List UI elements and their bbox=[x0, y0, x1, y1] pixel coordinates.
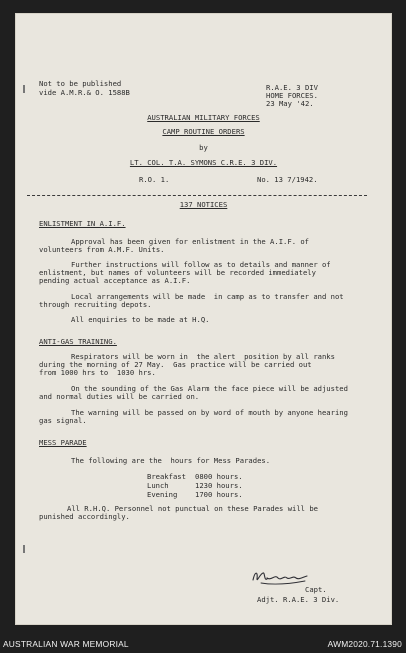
enlistment-para2-line1: Further instructions will follow as to details and manner of bbox=[71, 260, 331, 269]
mess-intro: The following are the hours for Mess Parades. bbox=[71, 456, 271, 465]
punch-hole-mark bbox=[23, 85, 25, 93]
antigas-para3-line2: gas signal. bbox=[39, 416, 87, 425]
mess-meal-evening: Evening bbox=[147, 490, 178, 499]
section-heading-antigas: ANTI-GAS TRAINING. bbox=[39, 337, 117, 346]
enlistment-para2-line2: enlistment, but names of volunteers will be recorded immediately bbox=[39, 268, 316, 277]
antigas-para1-line3: from 1000 hrs to 1030 hrs. bbox=[39, 368, 156, 377]
title-officer: LT. COL. T.A. SYMONS C.R.E. 3 DIV. bbox=[129, 158, 278, 167]
archive-footer bbox=[0, 626, 406, 653]
routine-order-number: R.O. 1. bbox=[139, 175, 170, 184]
mess-meal-lunch: Lunch bbox=[147, 481, 169, 490]
signatory-appointment: Adjt. R.A.E. 3 Div. bbox=[257, 595, 340, 604]
antigas-para1-line1: Respirators will be worn in the alert position by all ranks bbox=[71, 352, 335, 361]
title-force: AUSTRALIAN MILITARY FORCES bbox=[147, 113, 260, 122]
enlistment-para1-line1: Approval has been given for enlistment in the A.I.F. of bbox=[71, 237, 309, 246]
mess-time-breakfast: 0800 hours. bbox=[195, 472, 243, 481]
punch-hole-mark bbox=[23, 545, 25, 553]
distribution-note-line1: Not to be published bbox=[39, 79, 122, 88]
antigas-para1-line2: during the morning of 27 May. Gas practice will be carried out bbox=[39, 360, 312, 369]
title-by: by bbox=[199, 143, 208, 152]
mess-para-line1: All R.H.Q. Personnel not punctual on these Parades will be bbox=[67, 504, 318, 513]
unit-designation: R.A.E. 3 DIV bbox=[266, 83, 318, 92]
notices-heading: 137 NOTICES bbox=[179, 200, 228, 209]
enlistment-para3-line1: Local arrangements will be made in camp as to transfer and not bbox=[71, 292, 344, 301]
enlistment-para1-line2: volunteers from A.M.F. Units. bbox=[39, 245, 165, 254]
distribution-note-line2: vide A.M.R.& O. 1588B bbox=[39, 88, 130, 97]
handwritten-signature bbox=[251, 567, 309, 587]
archive-accession-number: AWM2020.71.1390 bbox=[327, 639, 402, 649]
force-designation: HOME FORCES. bbox=[266, 91, 318, 100]
document-page bbox=[15, 13, 392, 625]
mess-meal-breakfast: Breakfast bbox=[147, 472, 186, 481]
title-orders: CAMP ROUTINE ORDERS bbox=[162, 127, 245, 136]
signatory-rank: Capt. bbox=[305, 585, 327, 594]
enlistment-para3-line2: through recruiting depots. bbox=[39, 300, 152, 309]
mess-time-lunch: 1230 hours. bbox=[195, 481, 243, 490]
antigas-para2-line1: On the sounding of the Gas Alarm the face piece will be adjusted bbox=[71, 384, 348, 393]
section-heading-enlistment: ENLISTMENT IN A.I.F. bbox=[39, 219, 126, 228]
mess-time-evening: 1700 hours. bbox=[195, 490, 243, 499]
separator-rule bbox=[27, 195, 367, 196]
antigas-para3-line1: The warning will be passed on by word of mouth by anyone hearing bbox=[71, 408, 348, 417]
archive-name: AUSTRALIAN WAR MEMORIAL bbox=[3, 639, 129, 649]
enlistment-para4: All enquiries to be made at H.Q. bbox=[71, 315, 210, 324]
order-serial-number: No. 13 7/1942. bbox=[257, 175, 318, 184]
enlistment-para2-line3: pending actual acceptance as A.I.F. bbox=[39, 276, 191, 285]
mess-para-line2: punished accordingly. bbox=[39, 512, 130, 521]
section-heading-mess: MESS PARADE bbox=[39, 438, 87, 447]
document-date: 23 May '42. bbox=[266, 99, 314, 108]
antigas-para2-line2: and normal duties will be carried on. bbox=[39, 392, 200, 401]
